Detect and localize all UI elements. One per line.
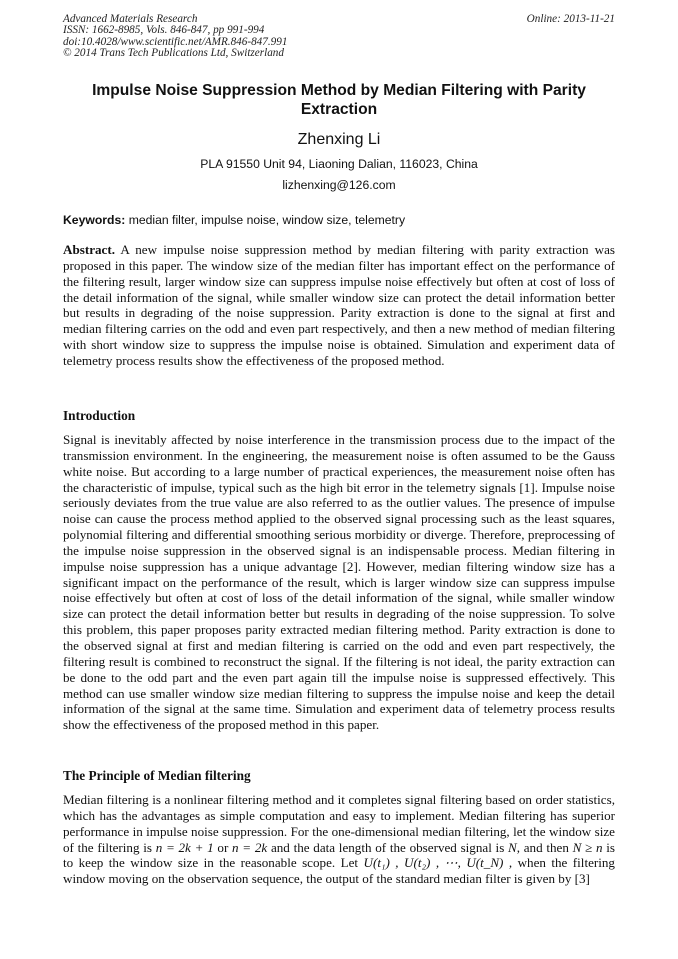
principle-p5: when the filtering window moving on the observation sequence, the output of the standard median filter is given by [3] — [63, 855, 615, 887]
principle-text — [63, 792, 615, 887]
author-affiliation: PLA 91550 Unit 94, Liaoning Dalian, 116023, China — [200, 157, 478, 171]
doi-line: doi:10.4028/www.scientific.net/AMR.846-847.991 — [63, 35, 288, 48]
introduction-text: Signal is inevitably affected by noise interference in the transmission process due to the impact of the transmission environment. In the engineering, the measurement noise is often assumed to be the Gauss white noise. But according to a large number of practical experiences, the measurement noise often has the characteristic of impulse, typical such as the high bit error in the telemetry signals [1]. Impulse noise seriously deviates from the true value are also referred to as the outlier values. The presence of impulse noise can cause the process method applied to the observed signal processing such as the least squares, polynomial filtering and differential smoothing serious morbidity or diverge. Therefore, preprocessing of the impulse noise suppression in the observed signal is an indispensable process. Median filtering in impulse noise suppression has a unique advantage [2]. However, median filtering window size has a significant impact on the performance of the result, which is larger window size can suppress impulse noise effectively but often at cost of loss of the detail information of the signal, while smaller window size can protect the detail information better but results in degrading of the noise suppression. To solve this problem, this paper proposes parity extracted median filtering method. Parity extraction is done to the observed signal at first and median filtering is carried on the odd and even part respectively, the filtering result is combined to reconstruct the signal. If the filtering is not ideal, the parity extraction can be done to the odd part and the even part again till the impulse noise is suppressed effectively. This method can use smaller window size median filtering to suppress the impulse noise and keep the detail information of the signal at the same time. Simulation and experiment data of telemetry process results show the effectiveness of the proposed method in this paper. — [63, 432, 615, 733]
principle-p3: , and then — [516, 839, 569, 855]
principle-heading: The Principle of Median filtering — [63, 768, 251, 783]
issn-line: ISSN: 1662-8985, Vols. 846-847, pp 991-994 — [63, 24, 265, 37]
online-date: Online: 2013-11-21 — [526, 13, 615, 25]
abstract-label: Abstract. — [63, 242, 115, 257]
equation-odd-window: n = 2k + 1 — [155, 839, 214, 855]
introduction-heading: Introduction — [63, 408, 136, 423]
abstract — [63, 242, 615, 369]
paper-title: Impulse Noise Suppression Method by Median Filtering with Parity Extraction — [92, 82, 586, 118]
principle-p1: Median filtering is a nonlinear filtering method and it completes signal filtering based on order statistics, which has the advantages as simple computation and easy to implement. Median filtering has superior performance in impulse noise suppression. For the one-dimensional median filtering, let the window size of the filtering is — [63, 792, 615, 855]
keywords — [63, 213, 615, 227]
journal-info — [63, 14, 287, 60]
keywords-text: median filter, impulse noise, window size, telemetry — [128, 213, 406, 227]
principle-p4: is to keep the window size in the reasonable scope. Let — [63, 839, 615, 871]
equation-constraint: N ≥ n — [572, 839, 603, 855]
or-word: or — [217, 839, 229, 855]
copyright-line: © 2014 Trans Tech Publications Ltd, Switzerland — [63, 47, 284, 60]
author-email: lizhenxing@126.com — [282, 178, 396, 192]
keywords-label: Keywords: — [63, 213, 126, 227]
abstract-text: A new impulse noise suppression method by median filtering with parity extraction was proposed in this paper. The window size of the median filter has important effect on the performance of the filtering result, larger window size can suppress impulse noise effectively but often at cost of loss of the detail information of the signal, while smaller window size can protect the detail information better but results in degrading of the noise suppression. Parity extraction is done to the signal at first and median filtering carries on the odd and even part respectively, and then a new method of median filtering with short window size to suppress the impulse noise is obtained. Simulation and experiment data of telemetry process results show the effectiveness of the proposed method. — [63, 242, 615, 368]
author-name: Zhenxing Li — [297, 131, 381, 148]
equation-data-length: N — [508, 839, 517, 855]
journal-name: Advanced Materials Research — [63, 13, 198, 25]
observation-sequence: U(t₁) , U(t₂) , ⋯, U(t_N) , — [363, 855, 513, 871]
principle-p2: and the data length of the observed signal is — [270, 839, 505, 855]
equation-even-window: n = 2k — [232, 839, 268, 855]
